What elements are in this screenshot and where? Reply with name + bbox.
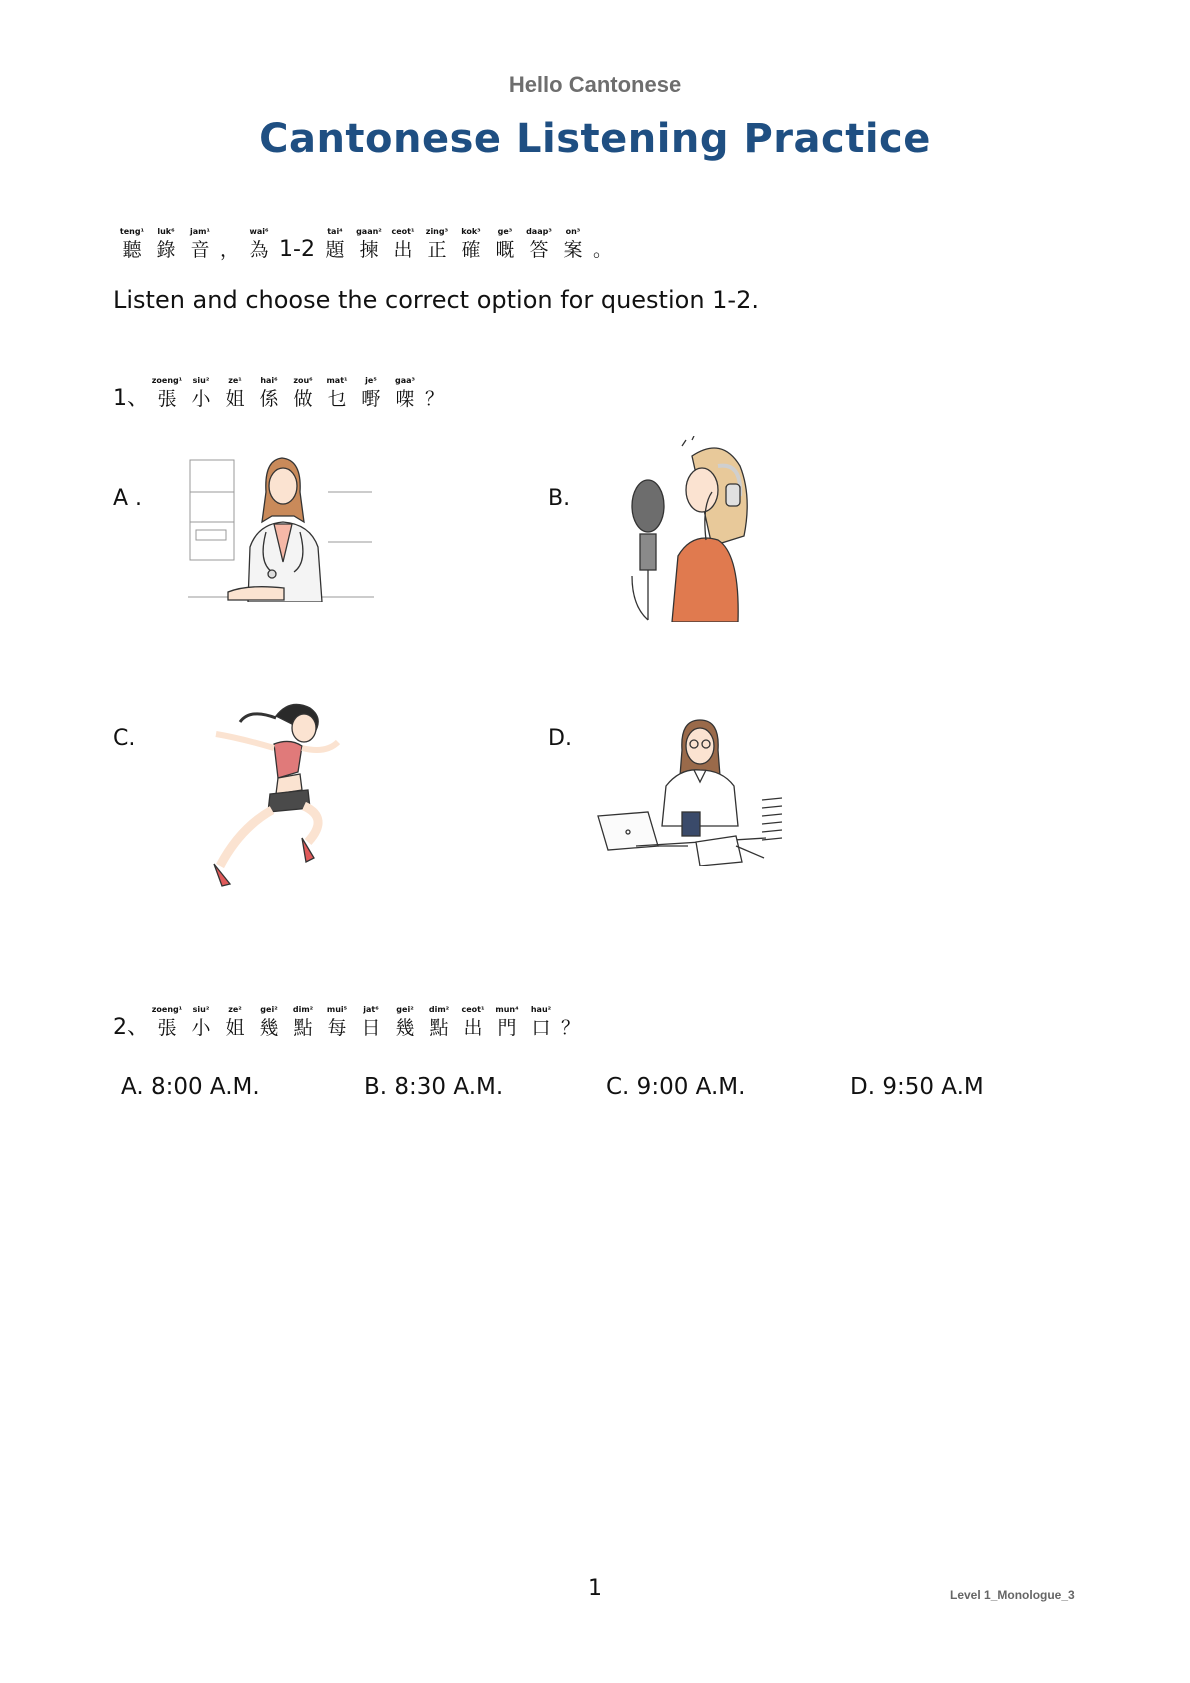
option-b-label[interactable]: B. <box>548 486 571 511</box>
question-1-char <box>221 375 249 411</box>
question-1-jyutping: ze¹ <box>228 376 242 385</box>
instruction-hanzi: 題 <box>325 239 345 261</box>
question-2-char <box>493 1004 521 1040</box>
instruction-char <box>152 226 180 262</box>
question-1-hanzi: 係 <box>259 388 279 410</box>
question-2-jyutping: siu² <box>192 1005 210 1014</box>
question-2-char <box>153 1004 181 1040</box>
instruction-hanzi: 1-2 <box>279 237 315 262</box>
question-2-jyutping: hau² <box>530 1005 552 1014</box>
instruction-char <box>559 226 587 262</box>
question-1-jyutping: zou⁶ <box>293 376 313 385</box>
question-1-char <box>255 375 283 411</box>
question-1-char <box>425 375 444 411</box>
instruction-char <box>321 226 349 262</box>
instruction-english: Listen and choose the correct option for question 1-2. <box>113 286 759 314</box>
instruction-jyutping: wai⁶ <box>249 227 269 236</box>
instruction-char <box>220 226 239 262</box>
document-code: Level 1_Monologue_3 <box>950 1588 1075 1602</box>
question-2-hanzi: 點 <box>429 1017 449 1039</box>
question-1-jyutping: gaa³ <box>394 376 416 385</box>
question-2-char <box>289 1004 317 1040</box>
instruction-jyutping: ceot¹ <box>391 227 415 236</box>
question-2-jyutping: dim² <box>292 1005 314 1014</box>
question-2-char <box>561 1004 580 1040</box>
question-1-char <box>153 375 181 411</box>
instruction-char <box>491 226 519 262</box>
question-2-jyutping: zoeng¹ <box>151 1005 183 1014</box>
question-2-jyutping: dim² <box>428 1005 450 1014</box>
question-2-hanzi: 日 <box>361 1017 381 1039</box>
question-2-jyutping: ceot¹ <box>461 1005 485 1014</box>
question-1-number: 1、 <box>113 386 149 411</box>
question-1-hanzi: 㗎 <box>395 388 415 410</box>
question-2-jyutping: mun⁴ <box>495 1005 519 1014</box>
question-1-jyutping: je⁵ <box>365 376 377 385</box>
doctor-illustration[interactable] <box>188 452 374 602</box>
instruction-char <box>355 226 383 262</box>
question-1-hanzi: 做 <box>293 388 313 410</box>
instruction-char <box>389 226 417 262</box>
question-2-char <box>187 1004 215 1040</box>
question-2-text <box>153 1004 586 1040</box>
question-2-char <box>255 1004 283 1040</box>
question-2-char <box>357 1004 385 1040</box>
option-d-label[interactable]: D. <box>548 726 572 751</box>
page-title: Cantonese Listening Practice <box>259 116 931 162</box>
question-2 <box>113 1004 586 1040</box>
question-2-hanzi: 幾 <box>259 1017 279 1039</box>
question-2-number: 2、 <box>113 1015 149 1040</box>
question-1-jyutping: hai⁶ <box>260 376 278 385</box>
instruction-hanzi: 嘅 <box>495 239 515 261</box>
singer-illustration[interactable] <box>622 436 762 622</box>
instruction-char <box>245 226 273 262</box>
office-worker-illustration[interactable] <box>596 716 786 866</box>
question-1-hanzi: ？ <box>425 388 445 410</box>
instruction-char <box>423 226 451 262</box>
time-option-d[interactable]: D. 9:50 A.M <box>850 1074 984 1100</box>
instruction-hanzi: 揀 <box>359 239 379 261</box>
instruction-char <box>457 226 485 262</box>
instruction-char <box>186 226 214 262</box>
instruction-jyutping: kok³ <box>461 227 481 236</box>
instruction-hanzi: ， <box>220 239 240 261</box>
question-2-char <box>221 1004 249 1040</box>
time-option-c[interactable]: C. 9:00 A.M. <box>606 1074 746 1100</box>
instruction-hanzi: 答 <box>529 239 549 261</box>
instruction-jyutping: on³ <box>565 227 581 236</box>
instruction-jyutping: daap³ <box>526 227 552 236</box>
question-2-hanzi: 幾 <box>395 1017 415 1039</box>
instruction-chinese <box>118 226 618 262</box>
page-number: 1 <box>588 1576 602 1601</box>
question-1-char <box>323 375 351 411</box>
question-2-jyutping: mui⁵ <box>326 1005 348 1014</box>
instruction-jyutping: teng¹ <box>119 227 145 236</box>
question-2-hanzi: ？ <box>561 1017 581 1039</box>
instruction-hanzi: 錄 <box>156 239 176 261</box>
instruction-jyutping: jam¹ <box>190 227 210 236</box>
instruction-jyutping: luk⁶ <box>157 227 175 236</box>
option-c-label[interactable]: C. <box>113 726 136 751</box>
question-2-char <box>459 1004 487 1040</box>
question-2-hanzi: 出 <box>463 1017 483 1039</box>
question-2-hanzi: 小 <box>191 1017 211 1039</box>
instruction-char <box>118 226 146 262</box>
question-1-text <box>153 375 450 411</box>
question-2-jyutping: gei² <box>396 1005 414 1014</box>
instruction-hanzi: 案 <box>563 239 583 261</box>
instruction-hanzi: 出 <box>393 239 413 261</box>
question-2-hanzi: 門 <box>497 1017 517 1039</box>
question-2-hanzi: 點 <box>293 1017 313 1039</box>
question-2-hanzi: 每 <box>327 1017 347 1039</box>
instruction-char <box>525 226 553 262</box>
instruction-hanzi: 確 <box>461 239 481 261</box>
instruction-hanzi: 。 <box>592 239 612 261</box>
instruction-hanzi: 為 <box>249 239 269 261</box>
question-2-char <box>323 1004 351 1040</box>
question-2-hanzi: 口 <box>531 1017 551 1039</box>
question-2-hanzi: 姐 <box>225 1017 245 1039</box>
question-1 <box>113 375 450 411</box>
question-2-jyutping: gei² <box>260 1005 278 1014</box>
question-1-jyutping: zoeng¹ <box>151 376 183 385</box>
brand-name: Hello Cantonese <box>508 72 682 97</box>
question-1-char <box>357 375 385 411</box>
question-1-hanzi: 小 <box>191 388 211 410</box>
question-2-char <box>425 1004 453 1040</box>
time-option-b[interactable]: B. 8:30 A.M. <box>364 1074 504 1100</box>
question-1-jyutping: mat¹ <box>326 376 348 385</box>
question-2-jyutping: ze² <box>228 1005 242 1014</box>
instruction-hanzi: 正 <box>427 239 447 261</box>
instruction-jyutping: zing³ <box>425 227 449 236</box>
question-2-char <box>391 1004 419 1040</box>
question-1-char <box>391 375 419 411</box>
option-a-label[interactable]: A . <box>113 486 143 511</box>
instruction-jyutping: ge³ <box>497 227 513 236</box>
instruction-jyutping: tai⁴ <box>327 227 343 236</box>
question-1-hanzi: 姐 <box>225 388 245 410</box>
time-option-a[interactable]: A. 8:00 A.M. <box>121 1074 260 1100</box>
question-2-hanzi: 張 <box>157 1017 177 1039</box>
instruction-char <box>593 226 612 262</box>
runner-illustration[interactable] <box>180 698 360 888</box>
question-2-char <box>527 1004 555 1040</box>
question-1-jyutping: siu² <box>192 376 210 385</box>
instruction-char <box>279 226 315 262</box>
question-1-hanzi: 乜 <box>327 388 347 410</box>
question-1-char <box>187 375 215 411</box>
instruction-hanzi: 聽 <box>122 239 142 261</box>
question-2-jyutping: jat⁶ <box>363 1005 379 1014</box>
instruction-hanzi: 音 <box>190 239 210 261</box>
instruction-jyutping: gaan² <box>356 227 382 236</box>
question-1-hanzi: 張 <box>157 388 177 410</box>
question-1-hanzi: 嘢 <box>361 388 381 410</box>
question-1-char <box>289 375 317 411</box>
